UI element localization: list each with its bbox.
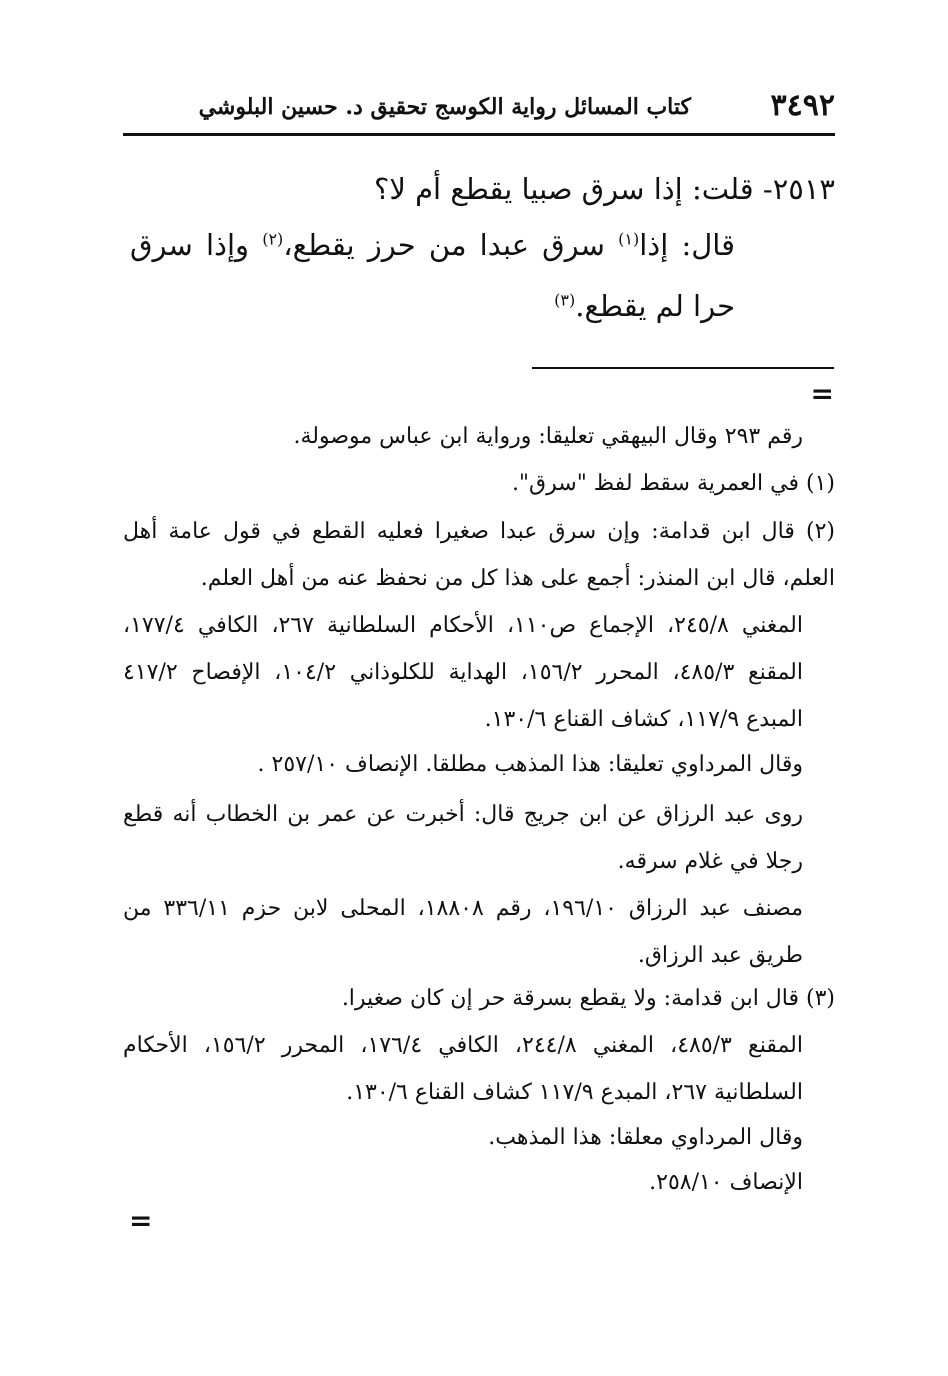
footnote-2-para-3: وقال المرداوي تعليقا: هذا المذهب مطلقا. الإنصاف ٢٥٧/١٠ . [257, 752, 803, 777]
footnote-3-para-2: المقنع ٤٨٥/٣، المغني ٢٤٤/٨، الكافي ١٧٦/٤، المحرر ١٥٦/٢، الأحكام السلطانية ٢٦٧، المبدع ١١٧/٩ كشاف القناع ١٣٠/٦. [123, 1033, 804, 1105]
footnote-2-para-4: روى عبد الرزاق عن ابن جريج قال: أخبرت عن عمر بن الخطاب أنه قطع رجلا في غلام سرقه. [123, 802, 803, 874]
issue-heading: ٢٥١٣- قلت: إذا سرق صبيا يقطع أم لا؟ [373, 172, 835, 206]
footnote-ref-2: (٢) [262, 229, 284, 249]
answer-text-3: وإذا سرق حرا لم يقطع. [130, 228, 735, 323]
answer-text-2: سرق عبدا من حرز يقطع، [283, 228, 619, 262]
page-number: ٣٤٩٢ [770, 88, 835, 123]
footnote-3-para-3: وقال المرداوي معلقا: هذا المذهب. [488, 1125, 803, 1150]
footnote-2-para-1: (٢) قال ابن قدامة: وإن سرق عبدا صغيرا فعليه القطع في قول عامة أهل العلم، قال ابن المنذر: أجمع على هذا كل من نحفظ عنه من أهل العلم. [123, 519, 835, 591]
footnote-3-para-1: (٣) قال ابن قدامة: ولا يقطع بسرقة حر إن كان صغيرا. [341, 986, 835, 1011]
continuation-mark-top: = [810, 377, 834, 410]
footnote-1: (١) في العمرية سقط لفظ "سرق". [511, 471, 835, 496]
footnote-ref-3: (٣) [554, 290, 576, 310]
footnote-ref-1: (١) [618, 229, 640, 249]
footnote-3-para-4: الإنصاف ٢٥٨/١٠. [649, 1170, 803, 1195]
header-rule [123, 133, 835, 136]
answer-paragraph [130, 215, 735, 337]
answer-text-1: قال: إذا [639, 228, 735, 262]
continuation-mark-bottom: = [129, 1204, 153, 1237]
running-title: كتاب المسائل رواية الكوسج تحقيق د. حسين البلوشي [198, 94, 691, 120]
footnote-2-para-5: مصنف عبد الرزاق ١٩٦/١٠، رقم ١٨٨٠٨، المحلى لابن حزم ٣٣٦/١١ من طريق عبد الرزاق. [123, 896, 803, 968]
footnote-carry-over: رقم ٢٩٣ وقال البيهقي تعليقا: ورواية ابن عباس موصولة. [293, 424, 803, 449]
footnote-2-para-2: المغني ٢٤٥/٨، الإجماع ص١١٠، الأحكام السلطانية ٢٦٧، الكافي ١٧٧/٤، المقنع ٤٨٥/٣، المحرر ١٥٦/٢، الهداية للكلوذاني ١٠٤/٢، الإفصاح ٤١٧/٢ المبدع ١١٧/٩، كشاف القناع ١٣٠/٦. [123, 613, 803, 732]
footnote-separator [532, 367, 834, 369]
